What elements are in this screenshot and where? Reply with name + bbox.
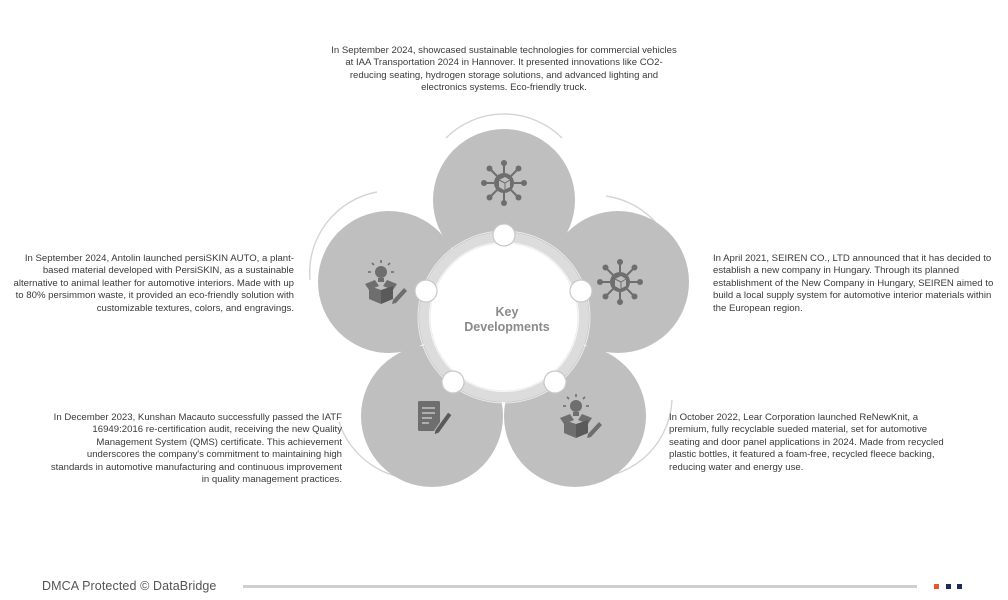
gear-network-icon	[597, 259, 643, 305]
node-top	[493, 224, 515, 246]
development-text-right: In April 2021, SEIREN CO., LTD announced that it has decided to establish a new company in Hungary. Through its planned establishment of the New Company in Hungary, SEIREN aimed to build a local supply system for automotive interior materials within the European region.	[713, 253, 994, 314]
development-text-top: In September 2024, showcased sustainable technologies for commercial vehicles at IAA Transportation 2024 in Hannover. It presented innovations like CO2-reducing seating, hydrogen storage solutions, and advanced lighting and electronics systems. Eco-friendly truck.	[331, 45, 677, 94]
footer-accent-navy-1	[946, 584, 951, 589]
footer-accent-navy-2	[957, 584, 962, 589]
development-text-bottom-right: In October 2022, Lear Corporation launched ReNewKnit, a premium, fully recyclable sueded material, set for automotive seating and door panel applications in 2024. Made from recycled plastic bottles, it featured a foam-free, recycled fleece backing, reducing water and energy use.	[669, 412, 944, 473]
node-bottom-right	[544, 371, 566, 393]
gear-network-icon	[481, 160, 527, 206]
center-title-line2: Developments	[464, 320, 550, 334]
node-bottom-left	[442, 371, 464, 393]
footer-accent-orange	[934, 584, 939, 589]
node-left	[415, 280, 437, 302]
center-title-line1: Key	[495, 305, 519, 319]
footer-copyright: DMCA Protected © DataBridge	[42, 579, 217, 593]
development-text-bottom-left: In December 2023, Kunshan Macauto successfully passed the IATF 16949:2016 re-certification audit, receiving the new Quality Management System (QMS) certificate. This achievement underscores the company's commitment to maintaining high standards in automotive manufacturing and continuous improvement in quality management practices.	[50, 412, 342, 486]
node-right	[570, 280, 592, 302]
development-text-left: In September 2024, Antolin launched persiSKIN AUTO, a plant-based material developed with PersiSKIN, as a sustainable alternative to animal leather for automotive interiors. Made with up to 80% persimmon waste, it provided an eco-friendly solution with customizable textures, colors, and engravings.	[13, 253, 294, 314]
footer-divider	[243, 585, 917, 588]
